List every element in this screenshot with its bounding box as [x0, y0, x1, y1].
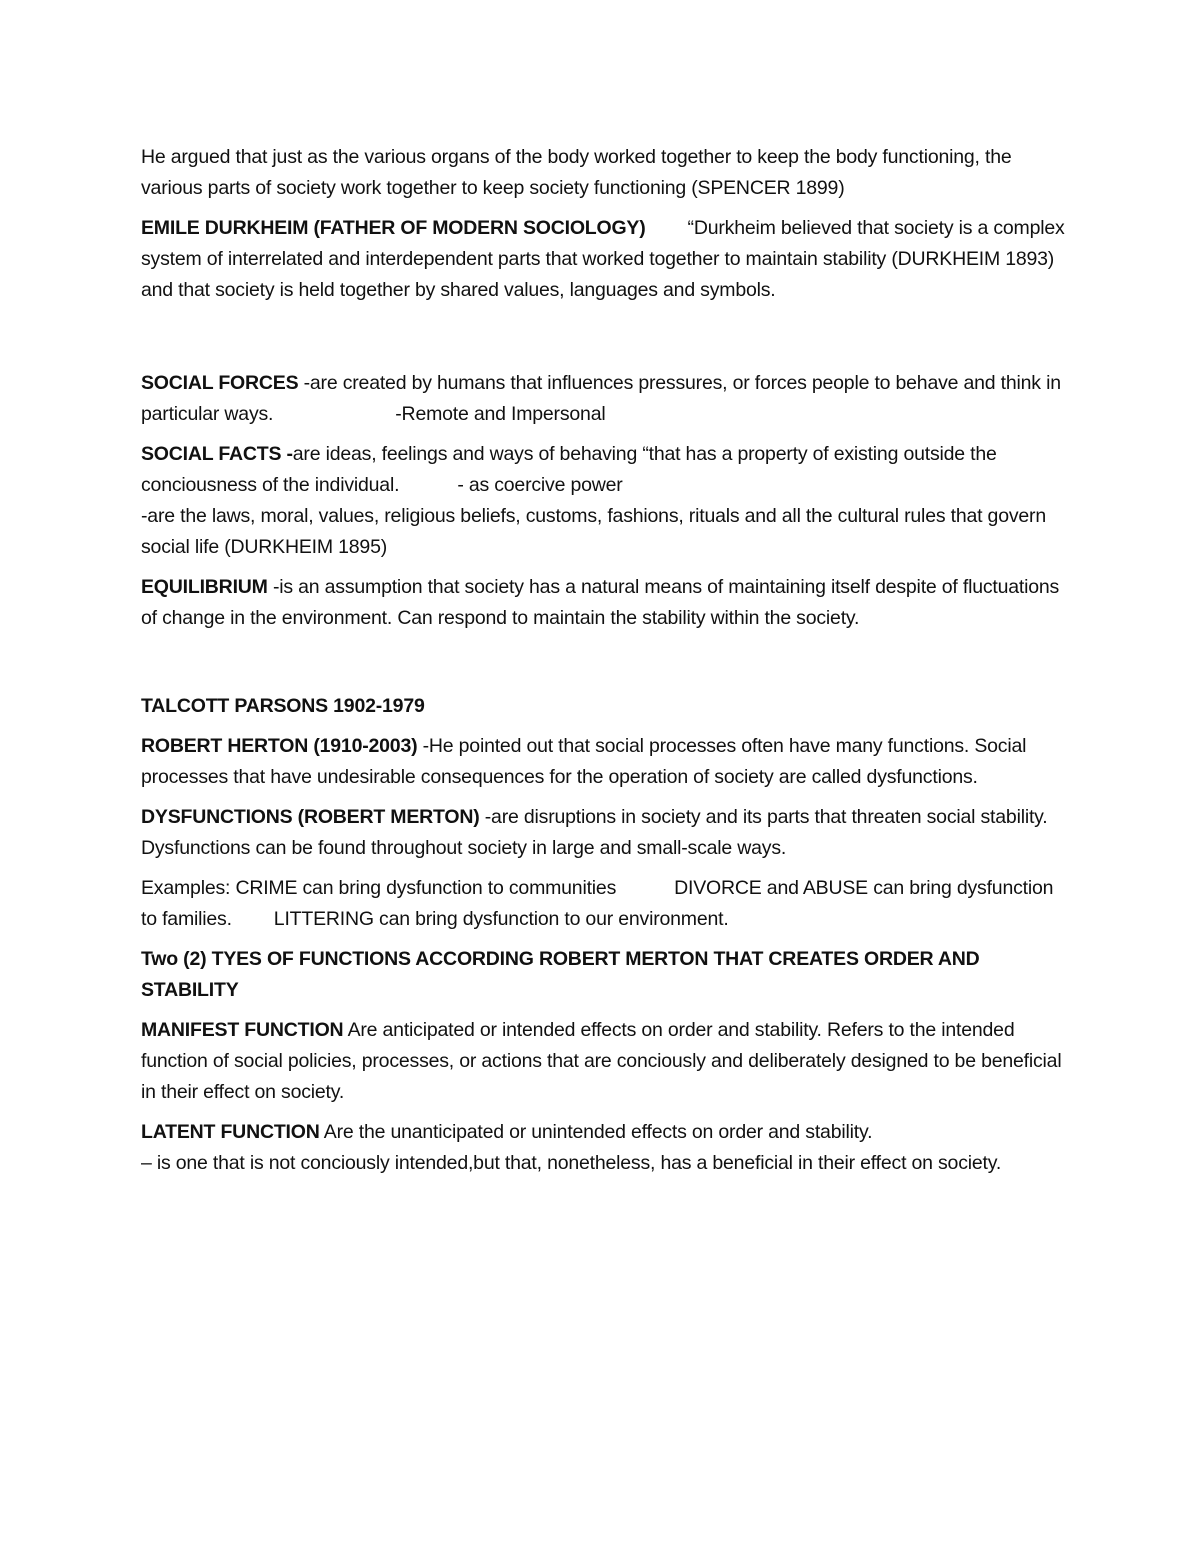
term-social-facts: SOCIAL FACTS [141, 443, 282, 465]
paragraph-social-facts [141, 439, 1071, 563]
term-equilibrium: EQUILIBRIUM [141, 576, 268, 598]
paragraph-equilibrium [141, 572, 1071, 634]
paragraph-herton [141, 731, 1071, 793]
aside-text: -Remote and Impersonal [395, 403, 606, 425]
paragraph-two-types [141, 944, 1071, 1006]
term-dash: - [286, 443, 293, 465]
paragraph-text: He argued that just as the various organs of the body worked together to keep the body functioning, the various parts of society work together to keep society functioning (SPENCER 1899) [141, 146, 1012, 199]
example-divorce: DIVORCE and ABUSE can bring dysfunction to families. [141, 877, 1054, 930]
paragraph-text: -are created by humans that influences pressures, or forces people to behave and think in particular ways. [141, 372, 1061, 425]
paragraph-line: – is one that is not conciously intended,but that, nonetheless, has a beneficial in their effect on society. [141, 1152, 1002, 1174]
document-body [141, 142, 1071, 1188]
example-littering: LITTERING can bring dysfunction to our environment. [273, 908, 729, 930]
paragraph-text: -are disruptions in society and its parts that threaten social stability. Dysfunctions can be found throughout society in large and small-scale ways. [141, 806, 1048, 859]
paragraph-text: Are anticipated or intended effects on order and stability. Refers to the intended function of social policies, processes, or actions that are conciously and deliberately designed to be beneficial in their effect on society. [141, 1019, 1062, 1103]
paragraph-text: -is an assumption that society has a natural means of maintaining itself despite of fluctuations of change in the environment. Can respond to maintain the stability within the society. [141, 576, 1060, 629]
aside-text: - as coercive power [457, 474, 623, 496]
term-emile-durkheim: EMILE DURKHEIM (FATHER OF MODERN SOCIOLOGY) [141, 217, 646, 239]
paragraph-manifest-function [141, 1015, 1071, 1108]
blank-line [141, 315, 1071, 368]
term-manifest-function: MANIFEST FUNCTION [141, 1019, 344, 1041]
heading-two-types: Two (2) TYES OF FUNCTIONS ACCORDING ROBERT MERTON THAT CREATES ORDER AND STABILITY [141, 948, 980, 1001]
paragraph-examples [141, 873, 1071, 935]
paragraph-spencer [141, 142, 1071, 204]
paragraph-text: Are the unanticipated or unintended effects on order and stability. [323, 1121, 873, 1143]
paragraph-latent-function [141, 1117, 1071, 1179]
example-crime: Examples: CRIME can bring dysfunction to communities [141, 877, 617, 899]
paragraph-social-forces [141, 368, 1071, 430]
paragraph-dysfunctions [141, 802, 1071, 864]
term-latent-function: LATENT FUNCTION [141, 1121, 320, 1143]
paragraph-text: are ideas, feelings and ways of behaving “that has a property of existing outside the conciousness of the individual. [141, 443, 997, 496]
blank-line [141, 643, 1071, 691]
term-talcott-parsons: TALCOTT PARSONS 1902-1979 [141, 695, 425, 717]
paragraph-text: “Durkheim believed that society is a complex system of interrelated and interdependent parts that worked together to maintain stability (DURKHEIM 1893) and that society is held together by shared values, languages and symbols. [141, 217, 1065, 301]
paragraph-parsons [141, 691, 1071, 722]
term-dysfunctions: DYSFUNCTIONS (ROBERT MERTON) [141, 806, 480, 828]
term-social-forces: SOCIAL FORCES [141, 372, 299, 394]
paragraph-text: -He pointed out that social processes often have many functions. Social processes that have undesirable consequences for the operation of society are called dysfunctions. [141, 735, 1027, 788]
paragraph-line: -are the laws, moral, values, religious beliefs, customs, fashions, rituals and all the cultural rules that govern social life (DURKHEIM 1895) [141, 505, 1046, 558]
term-robert-herton: ROBERT HERTON (1910-2003) [141, 735, 418, 757]
paragraph-durkheim [141, 213, 1071, 306]
